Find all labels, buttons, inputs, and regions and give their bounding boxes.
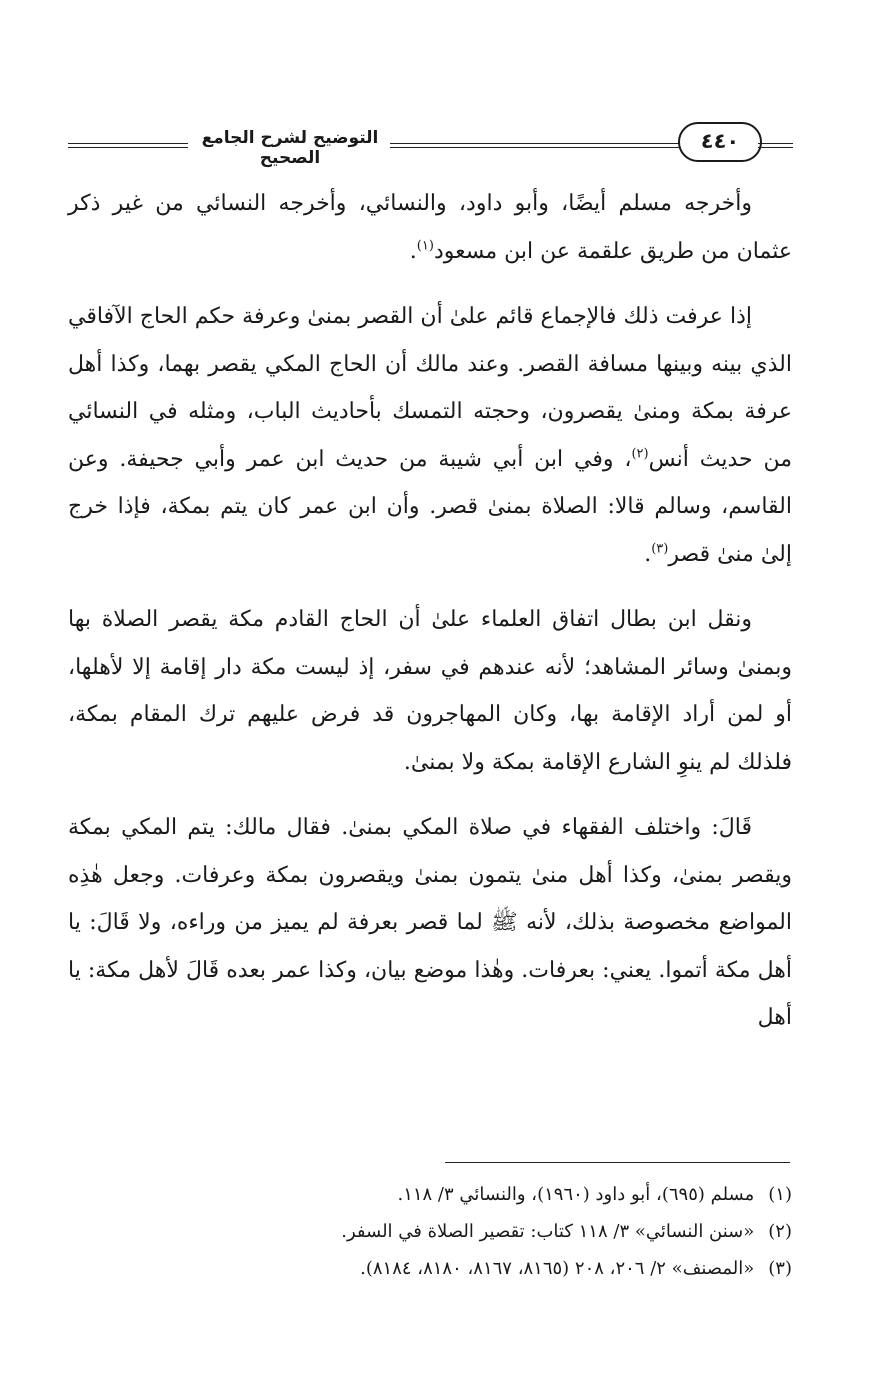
paragraph-text: إذا عرفت ذلك فالإجماع قائم علىٰ أن القصر بمنىٰ وعرفة حكم الحاج الآفاقي الذي بينه وبينها مسافة القصر. وعند مالك أن الحاج المكي يقصر بهما، وكذا أهل عرفة بمكة ومنىٰ يقصرون، وحجته التمسك بأحاديث الباب، ومثله في النسائي من حديث أنس: [68, 304, 792, 472]
header-rule-right: [758, 143, 793, 148]
page-number: ٤٤٠: [678, 122, 762, 162]
paragraph: [68, 180, 792, 275]
footnote-ref: (١): [416, 238, 434, 254]
paragraph-text: ونقل ابن بطال اتفاق العلماء علىٰ أن الحاج القادم مكة يقصر الصلاة بها وبمنىٰ وسائر المشاهد؛ لأنه عندهم في سفر، إذ ليست مكة دار إقامة إلا لأهلها، أو لمن أراد الإقامة بها، وكان المهاجرون قد فرض عليهم ترك المقام بمكة، فلذلك لم ينوِ الشارع الإقامة بمكة ولا بمنىٰ.: [68, 607, 792, 775]
footnote-number: (٢): [768, 1221, 792, 1242]
footnote-ref: (٢): [631, 446, 649, 462]
paragraph-text: .: [644, 541, 652, 567]
footnote-text: مسلم (٦٩٥)، أبو داود (١٩٦٠)، والنسائي ٣/ ١١٨.: [397, 1184, 755, 1205]
footnote: [120, 1213, 792, 1250]
footnote: [120, 1250, 792, 1287]
paragraph-text: قَالَ: واختلف الفقهاء في صلاة المكي بمنىٰ. فقال مالك: يتم المكي بمكة ويقصر بمنىٰ، وكذا أهل منىٰ يتمون بمنىٰ ويقصرون بمكة وعرفات. وجعل هٰذِه المواضع مخصوصة بذلك، لأنه ﷺ لما قصر بعرفة لم يميز من وراءه، ولا قَالَ: يا أهل مكة أتموا. يعني: بعرفات. وهٰذا موضع بيان، وكذا عمر بعده قَالَ لأهل مكة: يا أهل: [68, 815, 792, 1030]
paragraph-text: ، وفي ابن أبي شيبة من حديث ابن عمر وأبي جحيفة. وعن القاسم، وسالم قالا: الصلاة بمنىٰ قصر. وأن ابن عمر كان يتم بمكة، فإذا خرج إلىٰ منىٰ قصر: [68, 446, 792, 567]
footnote-ref: (٣): [651, 541, 669, 557]
footnote-number: (٣): [768, 1258, 792, 1279]
header-rule-left: [68, 143, 188, 148]
paragraph-text: وأخرجه مسلم أيضًا، وأبو داود، والنسائي، وأخرجه النسائي من غير ذكر عثمان من طريق علقمة عن ابن مسعود: [68, 191, 792, 264]
footnote-separator: [445, 1162, 790, 1163]
book-title: التوضيح لشرح الجامع الصحيح: [201, 128, 379, 168]
main-text: [68, 180, 792, 1042]
footnote-number: (١): [768, 1184, 792, 1205]
paragraph: [68, 596, 792, 786]
footnote-text: «سنن النسائي» ٣/ ١١٨ كتاب: تقصير الصلاة في السفر.: [341, 1221, 755, 1242]
paragraph: [68, 293, 792, 578]
paragraph: [68, 804, 792, 1042]
paragraph-text: .: [409, 238, 417, 264]
footnote-text: «المصنف» ٢/ ٢٠٦، ٢٠٨ (٨١٦٥، ٨١٦٧، ٨١٨٠، ٨١٨٤).: [360, 1258, 755, 1279]
running-header: [60, 120, 795, 170]
footnotes: [120, 1176, 792, 1287]
footnote: [120, 1176, 792, 1213]
